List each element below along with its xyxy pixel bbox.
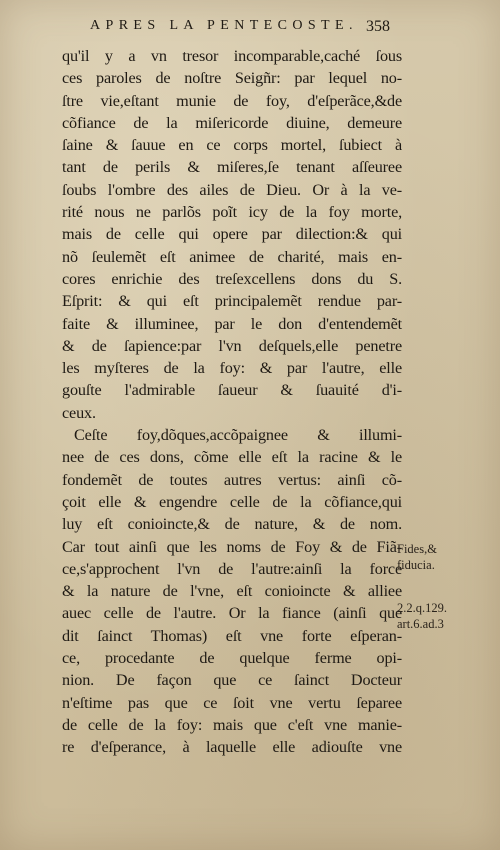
text-line: ſoubs l'ombre des ailes de Dieu. Or à la ve- [62,180,402,199]
text-line: mais de celle qui opere par dilection:& qui [62,225,402,244]
text-line: ces paroles de noſtre Seigñr: par lequel no- [62,69,402,88]
text-line: nion. De façon que ce ſainct Docteur [62,671,402,690]
text-line: & la nature de l'vne, eſt conioincte & alliee [62,582,402,601]
running-title: APRES LA PENTECOSTE. [90,18,358,33]
text-line: qu'il y a vn tresor incomparable,caché ſous [62,47,402,65]
body-text [62,45,402,759]
text-line: de celle de la foy: mais que c'eſt vne manie- [62,715,402,734]
margin-note-line: art.6.ad.3 [397,617,444,631]
text-line: & de ſapience:par l'vn deſquels,elle penetre [62,336,402,355]
text-line: tant de perils & miſeres,ſe tenant aſſeuree [62,158,402,177]
text-line: ceux. [62,403,96,422]
margin-note-line: Fides,& [397,542,437,556]
text-line: ſtre vie,eſtant munie de foy, d'eſperãce,&de [62,91,402,110]
text-line: Car tout ainſi que les noms de Foy & de Fiã- [62,537,402,556]
text-line: re d'eſperance, à laquelle elle adiouſte vne [62,738,402,757]
text-line: luy eſt conioincte,& de nature, & de nom. [62,515,402,534]
text-line: cores enrichie des treſexcellens dons du S. [62,269,402,288]
page-number: 358 [366,18,390,35]
text-line: cõfiance de la miſericorde diuine, demeure [62,113,402,132]
text-line: nee de ces dons, cõme elle eſt la racine & le [62,448,402,467]
margin-note-line: 2.2.q.129. [397,601,447,615]
text-line: fondemẽt de toutes autres vertus: ainſi cõ- [62,470,402,489]
margin-note-fides [397,541,437,573]
text-line: rité nous ne parlõs poĩt icy de la foy morte, [62,203,402,222]
text-line: ce,s'approchent l'vn de l'autre:ainſi la force [62,559,402,578]
text-line: faite & illuminee, par le don d'entendemẽt [62,314,402,333]
text-line: ce, procedante de quelque ferme opi- [62,649,402,668]
text-line: Eſprit: & qui eſt principalemẽt rendue par- [62,292,402,311]
paragraph-start-line: Ceſte foy,dõques,accõpaignee & illumi- [74,426,402,445]
margin-note-reference [397,600,447,632]
text-line: dit ſainct Thomas) eſt vne forte eſperan- [62,626,402,645]
text-line: ſaine & ſauue en ce corps mortel, ſubiect à [62,136,402,155]
page-header [90,18,390,38]
text-line: les myſteres de la foy: & par l'autre, elle [62,359,402,378]
text-line: nõ ſeulemẽt eſt animee de charité, mais en- [62,247,402,266]
text-line: auec celle de l'autre. Or la fiance (ainſi que [62,604,402,623]
text-line: gouſte l'admirable ſaueur & ſuauité d'i- [62,381,402,400]
text-line: n'eſtime pas que ce ſoit vne vertu ſeparee [62,693,402,712]
margin-note-line: fiducia. [397,558,435,572]
text-line: çoit elle & engendre celle de la cõfiance,qui [62,492,402,511]
